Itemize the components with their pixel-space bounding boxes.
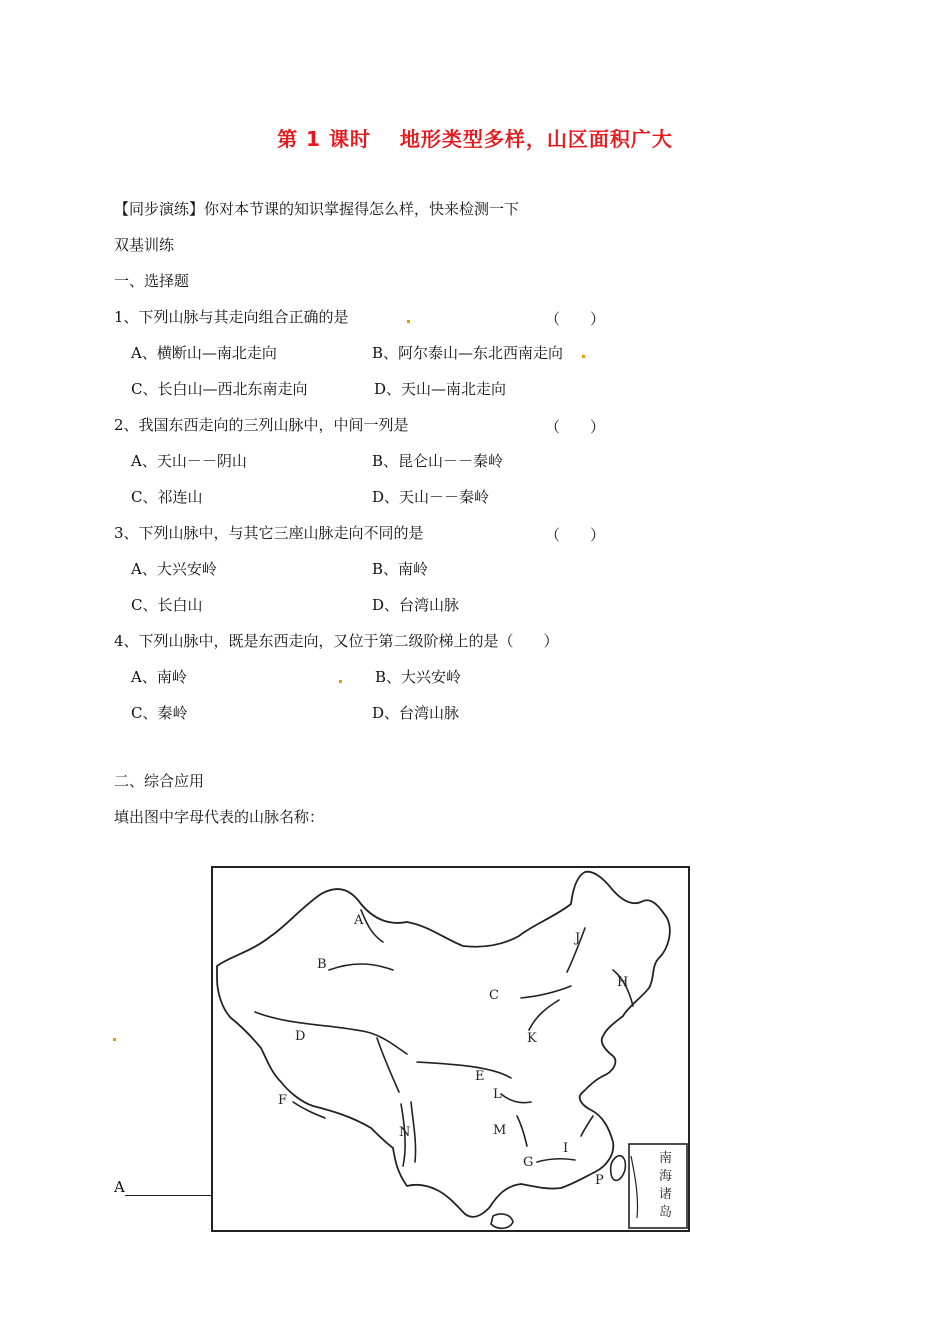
q2-option-b[interactable]: B、昆仑山－－秦岭 (372, 452, 504, 470)
question-2: 2、我国东西走向的三列山脉中，中间一列是 (114, 416, 409, 434)
inset-char: 诸 (659, 1187, 673, 1202)
question-1: 1、下列山脉与其走向组合正确的是 (114, 308, 349, 326)
map-letter-p: P (595, 1173, 604, 1188)
inset-char: 岛 (659, 1205, 673, 1220)
question-3: 3、下列山脉中，与其它三座山脉走向不同的是 (114, 524, 424, 542)
q1-option-b[interactable]: B、阿尔泰山—东北西南走向 (372, 344, 564, 362)
q4-option-d[interactable]: D、台湾山脉 (372, 704, 460, 722)
q3-option-d[interactable]: D、台湾山脉 (372, 596, 460, 614)
subheading: 双基训练 (114, 236, 175, 254)
map-letter-a: A (354, 913, 364, 928)
q3-option-c[interactable]: C、长白山 (131, 596, 203, 614)
answer-underline[interactable] (125, 1181, 217, 1196)
q3-option-b[interactable]: B、南岭 (372, 560, 429, 578)
answer-paren-1[interactable]: （ ） (545, 310, 606, 328)
inset-char: 海 (659, 1169, 673, 1184)
question-4: 4、下列山脉中，既是东西走向，又位于第二级阶梯上的是（ ） (114, 632, 559, 650)
map-letter-b: B (317, 957, 327, 972)
speck (339, 680, 342, 683)
map-letter-n: N (399, 1125, 411, 1140)
page-title: 第 1 课时 地形类型多样，山区面积广大 (277, 127, 673, 151)
section-application-heading: 二、综合应用 (114, 772, 205, 790)
china-mountain-map (211, 866, 691, 1232)
map-instruction: 填出图中字母代表的山脉名称： (114, 808, 325, 826)
speck (582, 355, 585, 358)
answer-paren-2[interactable]: （ ） (545, 418, 606, 436)
answer-blank-a[interactable] (114, 1178, 217, 1196)
intro-text: 【同步演练】你对本节课的知识掌握得怎么样，快来检测一下 (114, 200, 520, 218)
map-letter-d: D (295, 1029, 306, 1044)
south-sea-islands-inset (629, 1144, 687, 1228)
map-letter-m: M (493, 1123, 507, 1138)
answer-prefix: A (114, 1178, 125, 1196)
q1-option-a[interactable]: A、横断山—南北走向 (131, 344, 277, 362)
q2-option-a[interactable]: A、天山－－阴山 (131, 452, 247, 470)
q4-option-a[interactable]: A、南岭 (131, 668, 187, 686)
map-letter-h: H (617, 975, 629, 990)
q3-option-a[interactable]: A、大兴安岭 (131, 560, 217, 578)
map-letter-l: L (493, 1087, 502, 1102)
map-letter-i: I (563, 1141, 569, 1156)
inset-char: 南 (659, 1151, 673, 1166)
speck (113, 1038, 116, 1041)
map-letter-c: C (489, 988, 499, 1003)
map-letter-k: K (527, 1031, 537, 1046)
map-letter-f: F (278, 1093, 288, 1108)
q4-option-b[interactable]: B、大兴安岭 (375, 668, 462, 686)
q1-option-d[interactable]: D、天山—南北走向 (374, 380, 507, 398)
map-letter-j: J (575, 931, 581, 946)
q4-option-c[interactable]: C、秦岭 (131, 704, 188, 722)
map-letter-g: G (523, 1155, 534, 1170)
q2-option-c[interactable]: C、祁连山 (131, 488, 203, 506)
map-frame (212, 867, 689, 1231)
answer-paren-3[interactable]: （ ） (545, 526, 606, 544)
q2-option-d[interactable]: D、天山－－秦岭 (372, 488, 490, 506)
speck (407, 320, 410, 323)
q1-option-c[interactable]: C、长白山—西北东南走向 (131, 380, 308, 398)
map-letter-e: E (475, 1069, 485, 1084)
section-choice-heading: 一、选择题 (114, 272, 190, 290)
